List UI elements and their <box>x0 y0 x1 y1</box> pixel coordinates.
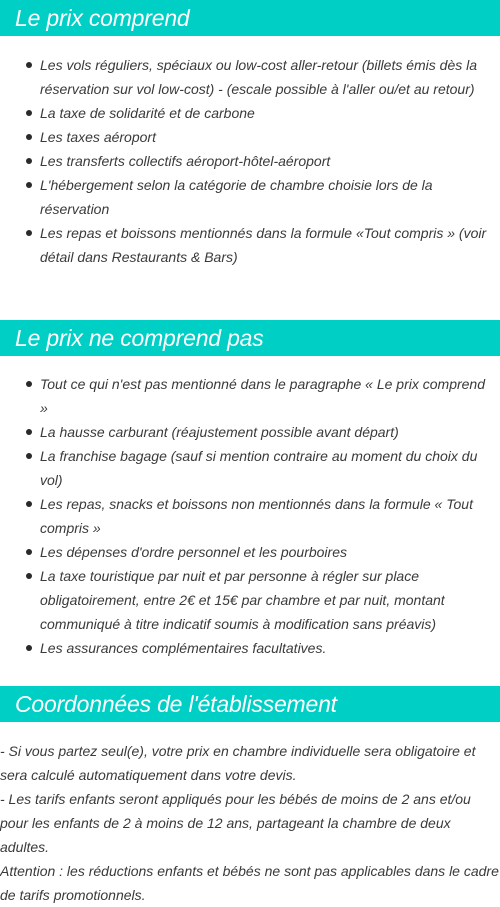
list-item <box>0 372 500 420</box>
list-item-text: Les taxes aéroport <box>40 129 156 145</box>
list-item-text: La hausse carburant (réajustement possible avant départ) <box>40 424 399 440</box>
bullet-icon <box>26 182 32 188</box>
section-title-not-included: Le prix ne comprend pas <box>0 320 500 356</box>
list-item-text: Les repas et boissons mentionnés dans la formule «Tout compris » (voir détail dans Restaurants & Bars) <box>40 225 487 265</box>
bullet-icon <box>26 110 32 116</box>
bullet-icon <box>26 62 32 68</box>
list-item-text: Les assurances complémentaires facultatives. <box>40 640 327 656</box>
list-item <box>0 540 500 564</box>
list-item <box>0 420 500 444</box>
establishment-notes <box>0 739 500 907</box>
section-title-included: Le prix comprend <box>0 0 500 36</box>
note-paragraph: - Si vous partez seul(e), votre prix en chambre individuelle sera obligatoire et sera calculé automatiquement dans votre devis. <box>0 743 476 783</box>
list-item <box>0 636 500 660</box>
list-item-text: Les dépenses d'ordre personnel et les pourboires <box>40 544 347 560</box>
bullet-icon <box>26 501 32 507</box>
list-item <box>0 125 500 149</box>
not-included-list <box>0 372 500 660</box>
included-list <box>0 53 500 269</box>
list-item <box>0 564 500 636</box>
note-paragraph: Attention : les réductions enfants et bébés ne sont pas applicables dans le cadre de tarifs promotionnels. <box>0 863 499 903</box>
list-item <box>0 101 500 125</box>
bullet-icon <box>26 573 32 579</box>
list-item <box>0 492 500 540</box>
list-item <box>0 444 500 492</box>
section-title-establishment: Coordonnées de l'établissement <box>0 686 500 722</box>
list-item <box>0 173 500 221</box>
bullet-icon <box>26 381 32 387</box>
bullet-icon <box>26 549 32 555</box>
list-item-text: La taxe de solidarité et de carbone <box>40 105 255 121</box>
bullet-icon <box>26 230 32 236</box>
list-item-text: La franchise bagage (sauf si mention contraire au moment du choix du vol) <box>40 448 478 488</box>
bullet-icon <box>26 645 32 651</box>
list-item <box>0 149 500 173</box>
bullet-icon <box>26 158 32 164</box>
list-item <box>0 53 500 101</box>
list-item-text: Les vols réguliers, spéciaux ou low-cost aller-retour (billets émis dès la réservation sur vol low-cost) - (escale possible à l'aller ou/et au retour) <box>40 57 478 97</box>
bullet-icon <box>26 134 32 140</box>
bullet-icon <box>26 453 32 459</box>
list-item-text: La taxe touristique par nuit et par personne à régler sur place obligatoirement, entre 2€ et 15€ par chambre et par nuit, montant communiqué à titre indicatif soumis à modification sans préavis) <box>40 568 445 632</box>
note-paragraph: - Les tarifs enfants seront appliqués pour les bébés de moins de 2 ans et/ou pour les enfants de 2 à moins de 12 ans, partageant la chambre de deux adultes. <box>0 791 471 855</box>
list-item-text: Les repas, snacks et boissons non mentionnés dans la formule « Tout compris » <box>40 496 473 536</box>
bullet-icon <box>26 429 32 435</box>
list-item-text: L'hébergement selon la catégorie de chambre choisie lors de la réservation <box>40 177 433 217</box>
list-item-text: Les transferts collectifs aéroport-hôtel-aéroport <box>40 153 331 169</box>
list-item-text: Tout ce qui n'est pas mentionné dans le paragraphe « Le prix comprend » <box>40 376 485 416</box>
list-item <box>0 221 500 269</box>
